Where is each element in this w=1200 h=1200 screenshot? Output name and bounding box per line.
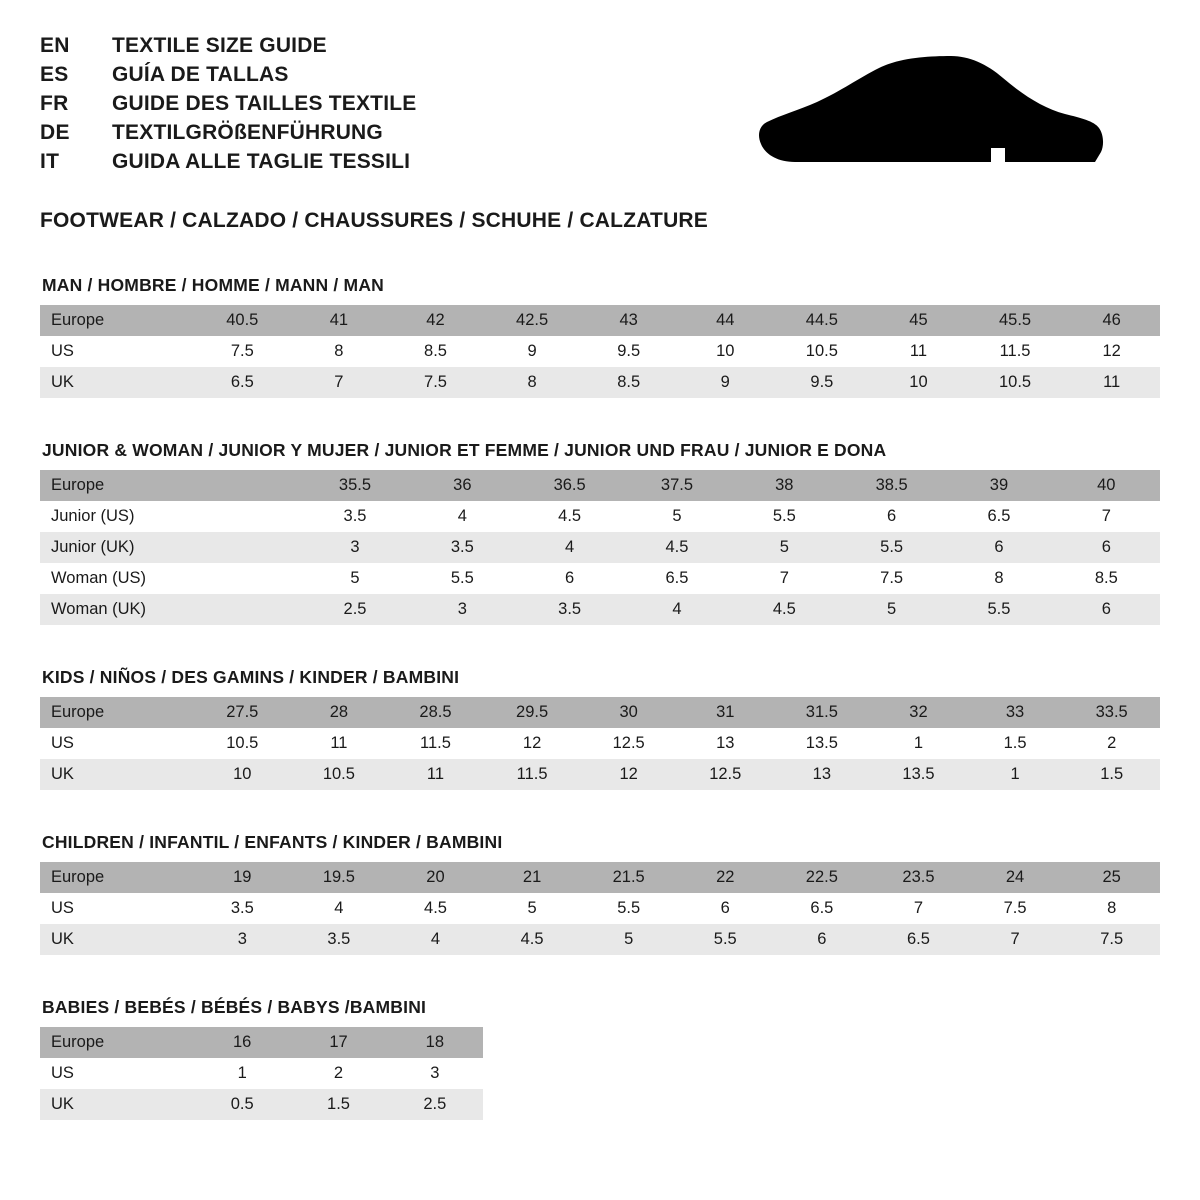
size-cell: 12.5: [580, 728, 677, 759]
size-cell: 40.5: [194, 305, 291, 336]
size-cell: 23.5: [870, 862, 967, 893]
table-row: [40, 728, 1160, 759]
size-cell: 17: [290, 1027, 386, 1058]
size-group-title: CHILDREN / INFANTIL / ENFANTS / KINDER / BAMBINI: [42, 832, 503, 852]
size-cell: 1: [967, 759, 1064, 790]
size-cell: 6: [516, 563, 623, 594]
size-cell: 31: [677, 697, 774, 728]
size-cell: 12.5: [677, 759, 774, 790]
language-title: GUIDA ALLE TAGLIE TESSILI: [112, 150, 411, 173]
table-row: [40, 862, 1160, 893]
size-cell: 40: [1053, 470, 1160, 501]
size-cell: [194, 563, 301, 594]
row-label: UK: [40, 1089, 194, 1120]
size-cell: 1: [194, 1058, 290, 1089]
size-cell: 38.5: [838, 470, 945, 501]
size-cell: 19.5: [291, 862, 388, 893]
size-cell: 10.5: [774, 336, 871, 367]
size-tables-container: [40, 275, 1160, 1120]
size-cell: 3.5: [409, 532, 516, 563]
size-cell: [194, 532, 301, 563]
size-cell: 9: [677, 367, 774, 398]
size-cell: 25: [1063, 862, 1160, 893]
table-row: [40, 697, 1160, 728]
size-cell: 44: [677, 305, 774, 336]
language-row: [40, 121, 416, 145]
size-cell: 11.5: [387, 728, 484, 759]
size-cell: 1.5: [1063, 759, 1160, 790]
size-cell: 5.5: [731, 501, 838, 532]
language-code: FR: [40, 92, 69, 115]
size-cell: 6.5: [945, 501, 1052, 532]
table-row: [40, 501, 1160, 532]
page-header: [40, 34, 1160, 179]
size-cell: 8: [945, 563, 1052, 594]
table-row: [40, 305, 1160, 336]
size-cell: 29.5: [484, 697, 581, 728]
size-cell: 10: [194, 759, 291, 790]
size-table: [40, 862, 1160, 955]
size-cell: 36: [409, 470, 516, 501]
language-row: [40, 63, 416, 87]
size-cell: 11: [387, 759, 484, 790]
size-cell: 7.5: [838, 563, 945, 594]
size-cell: 7.5: [194, 336, 291, 367]
size-cell: 27.5: [194, 697, 291, 728]
language-row: [40, 34, 416, 58]
size-cell: 6: [677, 893, 774, 924]
size-cell: 4.5: [484, 924, 581, 955]
size-group: [40, 440, 1160, 625]
size-cell: 5.5: [580, 893, 677, 924]
table-row: [40, 893, 1160, 924]
size-cell: 5.5: [838, 532, 945, 563]
size-cell: 42: [387, 305, 484, 336]
size-cell: 46: [1063, 305, 1160, 336]
size-cell: 43: [580, 305, 677, 336]
category-title: FOOTWEAR / CALZADO / CHAUSSURES / SCHUHE / CALZATURE: [40, 209, 709, 232]
size-cell: 8: [1063, 893, 1160, 924]
size-cell: 9.5: [774, 367, 871, 398]
table-row: [40, 470, 1160, 501]
language-code: EN: [40, 34, 70, 57]
table-row: [40, 1089, 483, 1120]
size-cell: 8.5: [580, 367, 677, 398]
row-label: UK: [40, 759, 194, 790]
table-row: [40, 367, 1160, 398]
size-cell: 10: [870, 367, 967, 398]
size-cell: 10: [677, 336, 774, 367]
size-cell: 42.5: [484, 305, 581, 336]
language-row: [40, 92, 416, 116]
language-title: GUIDE DES TAILLES TEXTILE: [112, 92, 417, 115]
row-label: Woman (UK): [40, 594, 194, 625]
size-cell: 4.5: [623, 532, 730, 563]
size-cell: 1.5: [290, 1089, 386, 1120]
size-cell: 4: [387, 924, 484, 955]
row-label: Europe: [40, 1027, 194, 1058]
size-cell: 4.5: [731, 594, 838, 625]
table-row: [40, 594, 1160, 625]
size-cell: 9: [484, 336, 581, 367]
size-cell: 8: [484, 367, 581, 398]
size-cell: 13.5: [870, 759, 967, 790]
size-cell: 45.5: [967, 305, 1064, 336]
size-cell: 35.5: [301, 470, 408, 501]
size-cell: 1.5: [967, 728, 1064, 759]
row-label: US: [40, 1058, 194, 1089]
size-cell: 33: [967, 697, 1064, 728]
size-cell: 11.5: [967, 336, 1064, 367]
size-cell: 4: [516, 532, 623, 563]
row-label: Junior (US): [40, 501, 194, 532]
size-cell: 22.5: [774, 862, 871, 893]
language-code: DE: [40, 121, 70, 144]
size-cell: 2.5: [301, 594, 408, 625]
size-cell: 5: [623, 501, 730, 532]
size-cell: 11.5: [484, 759, 581, 790]
size-cell: 5: [731, 532, 838, 563]
size-cell: 32: [870, 697, 967, 728]
size-cell: 45: [870, 305, 967, 336]
table-row: [40, 532, 1160, 563]
size-cell: 4.5: [516, 501, 623, 532]
size-cell: 41: [291, 305, 388, 336]
size-cell: 8: [291, 336, 388, 367]
size-cell: 33.5: [1063, 697, 1160, 728]
size-cell: 3: [409, 594, 516, 625]
size-cell: 1: [870, 728, 967, 759]
size-cell: 6.5: [774, 893, 871, 924]
size-cell: 3.5: [194, 893, 291, 924]
size-cell: 16: [194, 1027, 290, 1058]
language-title: GUÍA DE TALLAS: [112, 63, 289, 86]
size-cell: 4.5: [387, 893, 484, 924]
size-cell: [194, 470, 301, 501]
size-cell: 3.5: [516, 594, 623, 625]
size-cell: 6: [838, 501, 945, 532]
size-cell: 6: [1053, 532, 1160, 563]
row-label: UK: [40, 924, 194, 955]
table-row: [40, 1027, 483, 1058]
size-cell: 3.5: [301, 501, 408, 532]
size-cell: 3: [194, 924, 291, 955]
size-cell: 12: [1063, 336, 1160, 367]
size-group: [40, 275, 1160, 398]
size-cell: 0.5: [194, 1089, 290, 1120]
size-cell: 9.5: [580, 336, 677, 367]
size-cell: 6.5: [194, 367, 291, 398]
size-cell: 19: [194, 862, 291, 893]
size-cell: 36.5: [516, 470, 623, 501]
row-label: UK: [40, 367, 194, 398]
row-label: Europe: [40, 697, 194, 728]
language-title: TEXTILGRÖßENFÜHRUNG: [112, 121, 383, 144]
size-table: [40, 697, 1160, 790]
size-cell: 13: [774, 759, 871, 790]
size-cell: 28: [291, 697, 388, 728]
table-row: [40, 563, 1160, 594]
row-label: Junior (UK): [40, 532, 194, 563]
size-table: [40, 1027, 483, 1120]
size-cell: 5.5: [945, 594, 1052, 625]
size-cell: 38: [731, 470, 838, 501]
row-label: US: [40, 728, 194, 759]
size-cell: 20: [387, 862, 484, 893]
table-row: [40, 924, 1160, 955]
size-cell: 7: [870, 893, 967, 924]
size-cell: 12: [484, 728, 581, 759]
size-cell: 10.5: [194, 728, 291, 759]
row-label: Europe: [40, 305, 194, 336]
size-cell: 37.5: [623, 470, 730, 501]
size-cell: 7: [1053, 501, 1160, 532]
size-group: [40, 997, 1160, 1120]
size-cell: 31.5: [774, 697, 871, 728]
size-cell: 6.5: [870, 924, 967, 955]
size-cell: 8.5: [387, 336, 484, 367]
size-cell: 5.5: [677, 924, 774, 955]
size-cell: 2.5: [387, 1089, 483, 1120]
size-cell: 24: [967, 862, 1064, 893]
size-cell: 7.5: [1063, 924, 1160, 955]
size-cell: 5: [580, 924, 677, 955]
row-label: US: [40, 336, 194, 367]
size-cell: 44.5: [774, 305, 871, 336]
size-cell: 7.5: [387, 367, 484, 398]
row-label: Woman (US): [40, 563, 194, 594]
size-cell: 3: [301, 532, 408, 563]
size-cell: 6: [1053, 594, 1160, 625]
size-cell: [194, 594, 301, 625]
size-cell: 8.5: [1053, 563, 1160, 594]
size-group-title: JUNIOR & WOMAN / JUNIOR Y MUJER / JUNIOR ET FEMME / JUNIOR UND FRAU / JUNIOR E DONA: [42, 440, 887, 460]
size-cell: 6: [774, 924, 871, 955]
dress-shoe-icon: [755, 52, 1105, 177]
size-cell: 5: [301, 563, 408, 594]
table-row: [40, 336, 1160, 367]
size-cell: 11: [291, 728, 388, 759]
size-cell: 6.5: [623, 563, 730, 594]
size-cell: 3.5: [291, 924, 388, 955]
size-cell: [194, 501, 301, 532]
size-cell: 6: [945, 532, 1052, 563]
size-cell: 2: [290, 1058, 386, 1089]
size-cell: 11: [1063, 367, 1160, 398]
size-cell: 13: [677, 728, 774, 759]
size-cell: 10.5: [291, 759, 388, 790]
table-row: [40, 759, 1160, 790]
size-cell: 3: [387, 1058, 483, 1089]
size-cell: 5: [838, 594, 945, 625]
size-cell: 22: [677, 862, 774, 893]
row-label: Europe: [40, 470, 194, 501]
size-cell: 2: [1063, 728, 1160, 759]
size-group-title: BABIES / BEBÉS / BÉBÉS / BABYS /BAMBINI: [42, 997, 427, 1017]
size-cell: 21.5: [580, 862, 677, 893]
size-cell: 18: [387, 1027, 483, 1058]
size-table: [40, 305, 1160, 398]
size-cell: 7: [291, 367, 388, 398]
size-group: [40, 667, 1160, 790]
size-cell: 30: [580, 697, 677, 728]
size-cell: 4: [291, 893, 388, 924]
size-cell: 4: [409, 501, 516, 532]
language-code: IT: [40, 150, 60, 173]
size-cell: 39: [945, 470, 1052, 501]
language-title: TEXTILE SIZE GUIDE: [112, 34, 327, 57]
size-group-title: KIDS / NIÑOS / DES GAMINS / KINDER / BAMBINI: [42, 667, 460, 687]
language-title-list: [40, 34, 416, 179]
size-cell: 10.5: [967, 367, 1064, 398]
size-table: [40, 470, 1160, 625]
size-cell: 7: [731, 563, 838, 594]
language-code: ES: [40, 63, 69, 86]
size-cell: 7.5: [967, 893, 1064, 924]
size-cell: 28.5: [387, 697, 484, 728]
size-cell: 5: [484, 893, 581, 924]
row-label: Europe: [40, 862, 194, 893]
size-cell: 21: [484, 862, 581, 893]
size-cell: 5.5: [409, 563, 516, 594]
row-label: US: [40, 893, 194, 924]
table-row: [40, 1058, 483, 1089]
size-cell: 13.5: [774, 728, 871, 759]
size-group: [40, 832, 1160, 955]
size-cell: 12: [580, 759, 677, 790]
size-group-title: MAN / HOMBRE / HOMME / MANN / MAN: [42, 275, 384, 295]
size-cell: 4: [623, 594, 730, 625]
size-cell: 7: [967, 924, 1064, 955]
language-row: [40, 150, 416, 174]
size-cell: 11: [870, 336, 967, 367]
